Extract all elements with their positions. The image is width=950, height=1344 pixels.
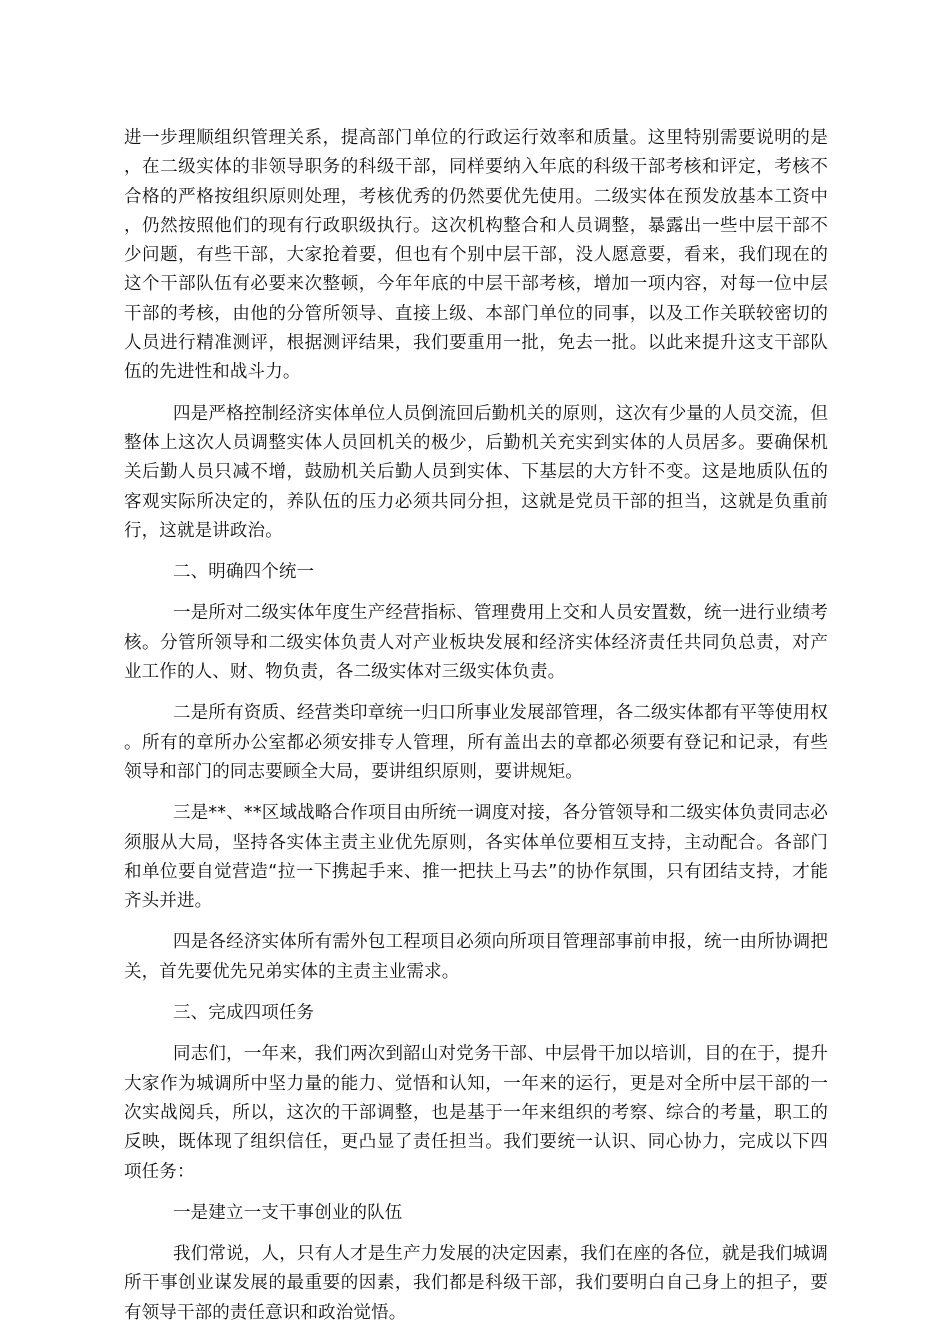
section-heading-two: 二、明确四个统一 — [173, 562, 315, 583]
document-body — [124, 124, 828, 1340]
paragraph-unify-one: 一是所对二级实体年度生产经营指标、管理费用上交和人员安置数，统一进行业绩考核。分管所领导和二级实体负责人对产业板块发展和经济实体经济责任共同负总责，对产业工作的人、财、物负责，各二级实体对三级实体负责。 — [124, 603, 828, 683]
paragraph-comrades: 同志们，一年来，我们两次到韶山对党务干部、中层骨干加以培训，目的在于，提升大家作为城调所中坚力量的能力、觉悟和认知，一年来的运行，更是对全所中层干部的一次实战阅兵，所以，这次的干部调整，也是基于一年来组织的考察、综合的考量，职工的反映，既体现了组织信任，更凸显了责任担当。我们要统一认识、同心协力，完成以下四项任务： — [124, 1044, 828, 1182]
paragraph-continuation: 进一步理顺组织管理关系，提高部门单位的行政运行效率和质量。这里特别需要说明的是，在二级实体的非领导职务的科级干部，同样要纳入年底的科级干部考核和评定，考核不合格的严格按组织原则处理，考核优秀的仍然要优先使用。二级实体在预发放基本工资中，仍然按照他们的现有行政职级执行。这次机构整合和人员调整，暴露出一些中层干部不少问题，有些干部，大家抢着要，但也有个别中层干部，没人愿意要，看来，我们现在的这个干部队伍有必要来次整顿，今年年底的中层干部考核，增加一项内容，对每一位中层干部的考核，由他的分管所领导、直接上级、本部门单位的同事，以及工作关联较密切的人员进行精准测评，根据测评结果，我们要重用一批，免去一批。以此来提升这支干部队伍的先进性和战斗力。 — [124, 128, 828, 383]
paragraph-talent: 我们常说，人，只有人才是生产力发展的决定因素，我们在座的各位，就是我们城调所干事创业谋发展的最重要的因素，我们都是科级干部，我们要明白自己身上的担子，要有领导干部的责任意识和政治觉悟。 — [124, 1244, 828, 1323]
section-heading-three: 三、完成四项任务 — [173, 1003, 315, 1024]
paragraph-unify-three: 三是**、**区域战略合作项目由所统一调度对接，各分管领导和二级实体负责同志必须服从大局，坚持各实体主责主业优先原则，各实体单位要相互支持，主动配合。各部门和单位要自觉营造“拉一下携起手来、推一把扶上马去”的协作氛围，只有团结支持，才能齐头并进。 — [124, 803, 828, 912]
paragraph-unify-four: 四是各经济实体所有需外包工程项目必须向所项目管理部事前申报，统一由所协调把关，首先要优先兄弟实体的主责主业需求。 — [124, 932, 828, 982]
paragraph-unify-two: 二是所有资质、经营类印章统一归口所事业发展部管理，各二级实体都有平等使用权。所有的章所办公室都必须安排专人管理，所有盖出去的章都必须要有登记和记录，有些领导和部门的同志要顾全大局，要讲组织原则，要讲规矩。 — [124, 703, 828, 782]
paragraph-point-four-personnel: 四是严格控制经济实体单位人员倒流回后勤机关的原则，这次有少量的人员交流，但整体上这次人员调整实体人员回机关的极少，后勤机关充实到实体的人员居多。要确保机关后勤人员只减不增，鼓励机关后勤人员到实体、下基层的大方针不变。这是地质队伍的客观实际所决定的，养队伍的压力必须共同分担，这就是党员干部的担当，这就是负重前行，这就是讲政治。 — [124, 403, 828, 541]
task-heading-one: 一是建立一支干事创业的队伍 — [173, 1202, 403, 1223]
